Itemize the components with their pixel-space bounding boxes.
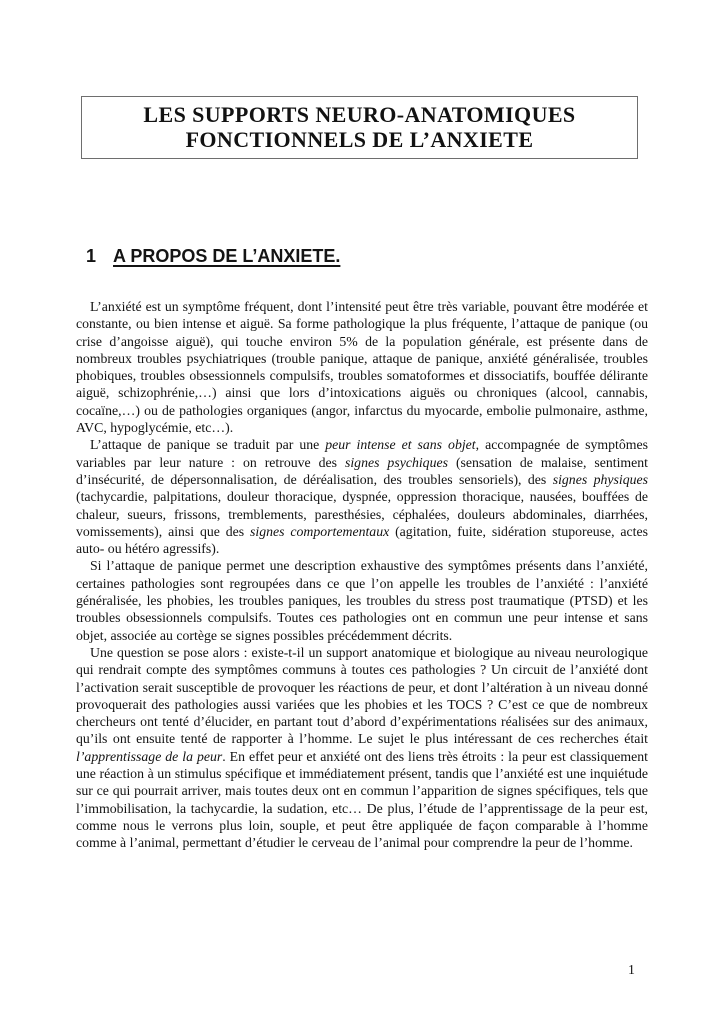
text-run: L’anxiété est un symptôme fréquent, dont l’intensité peut être très variable, pouvant être modérée et constante, ou bien intense et aiguë. Sa forme pathologique la plus fréquente, l’attaque de panique (ou crise d’angoisse aiguë), qui touche environ 5% de la population générale, est présente dans de nombreux troubles psychiatriques (trouble panique, attaque de panique, anxiété généralisée, troubles phobiques, troubles obsessionnels compulsifs, troubles somatoformes et dissociatifs, bouffée délirante aiguë, schizophrénie,…) ainsi que lors d’intoxications aiguës ou chroniques (alcool, cannabis, cocaïne,…) ou de pathologies organiques (angor, infarctus du myocarde, embolie pulmonaire, asthme, AVC, hypoglycémie, etc…).: [76, 299, 648, 436]
paragraph: [76, 298, 648, 436]
section-number: 1: [86, 246, 97, 266]
paragraph: [76, 557, 648, 643]
text-run: (agitation, fuite, sidération stuporeuse, actes auto- ou hétéro agressifs).: [76, 523, 649, 557]
text-run: (tachycardie, palpitations, douleur thoracique, dyspnée, oppression thoracique, nausées, bouffées de chaleur, sueurs, frissons, tremblements, paresthésies, céphalées, douleurs abdominales, diarrhées, vomissements), ainsi que des: [76, 489, 648, 539]
section-title: A PROPOS DE L’ANXIETE.: [113, 246, 341, 266]
text-run: (sensation de malaise, sentiment d’insécurité, de dépersonnalisation, de déréalisation, des troubles sensoriels), des: [76, 454, 649, 487]
section-heading: [86, 245, 340, 267]
text-run: Une question se pose alors : existe-t-il un support anatomique et biologique au niveau neurologique qui rendrait compte des symptômes communs à toutes ces pathologies ? Un circuit de l’anxiété dont l’activation serait susceptible de provoquer les réactions de peur, et dont l’altération à un niveau donné provoquerait des pathologies aussi variées que les phobies et les TOCS ? C’est ce que de nombreux chercheurs ont tenté d’élucider, en partant tout d’abord d’expérimentations réalisées sur des animaux, qu’ils ont ensuite tenté de rapporter à l’homme. Le sujet le plus intéressant de ces recherches était: [76, 644, 648, 747]
text-run: . En effet peur et anxiété ont des liens très étroits : la peur est classiquement une réaction à un stimulus spécifique et immédiatement présent, tandis que l’anxiété est une inquiétude sur ce qui pourrait arriver, mais toutes deux ont en commun l’apparition de signes spécifiques, tels que l’immobilisation, la tachycardie, la sudation, etc… De plus, l’étude de l’apprentissage de la peur est, comme nous le verrons plus loin, souple, et peut être appliquée de façon comparable à l’homme comme à l’animal, permettant d’étudier le cerveau de l’animal pour comprendre la peur de l’homme.: [76, 748, 648, 851]
document-title-box: [81, 96, 638, 159]
text-run: L’attaque de panique se traduit par une: [90, 437, 326, 453]
paragraph: [76, 644, 648, 852]
italic-run: peur intense et sans objet: [325, 437, 476, 453]
text-run: Si l’attaque de panique permet une description exhaustive des symptômes présents dans l’anxiété, certaines pathologies sont regroupées dans ce que l’on appelle les troubles de l’anxiété : l’anxiété généralisée, les phobies, les troubles paniques, les troubles du stress post traumatique (PTSD) et les troubles obsessionnels compulsifs. Toutes ces pathologies ont en commun une peur intense et sans objet, associée au cortège se signes possibles précédemment décrits.: [76, 558, 648, 643]
text-run: , accompagnée de symptômes variables par leur nature : on retrouve des: [76, 437, 648, 470]
italic-run: signes physiques: [552, 471, 649, 487]
italic-run: l’apprentissage de la peur: [76, 748, 223, 764]
document-title-line-2: FONCTIONNELS DE L’ANXIETE: [185, 127, 534, 152]
page-number: 1: [628, 962, 635, 977]
italic-run: signes psychiques: [344, 454, 448, 470]
italic-run: signes comportementaux: [250, 523, 390, 539]
paragraph: [76, 436, 648, 557]
body-text: [76, 298, 648, 852]
document-title-line-1: LES SUPPORTS NEURO-ANATOMIQUES: [143, 102, 576, 127]
